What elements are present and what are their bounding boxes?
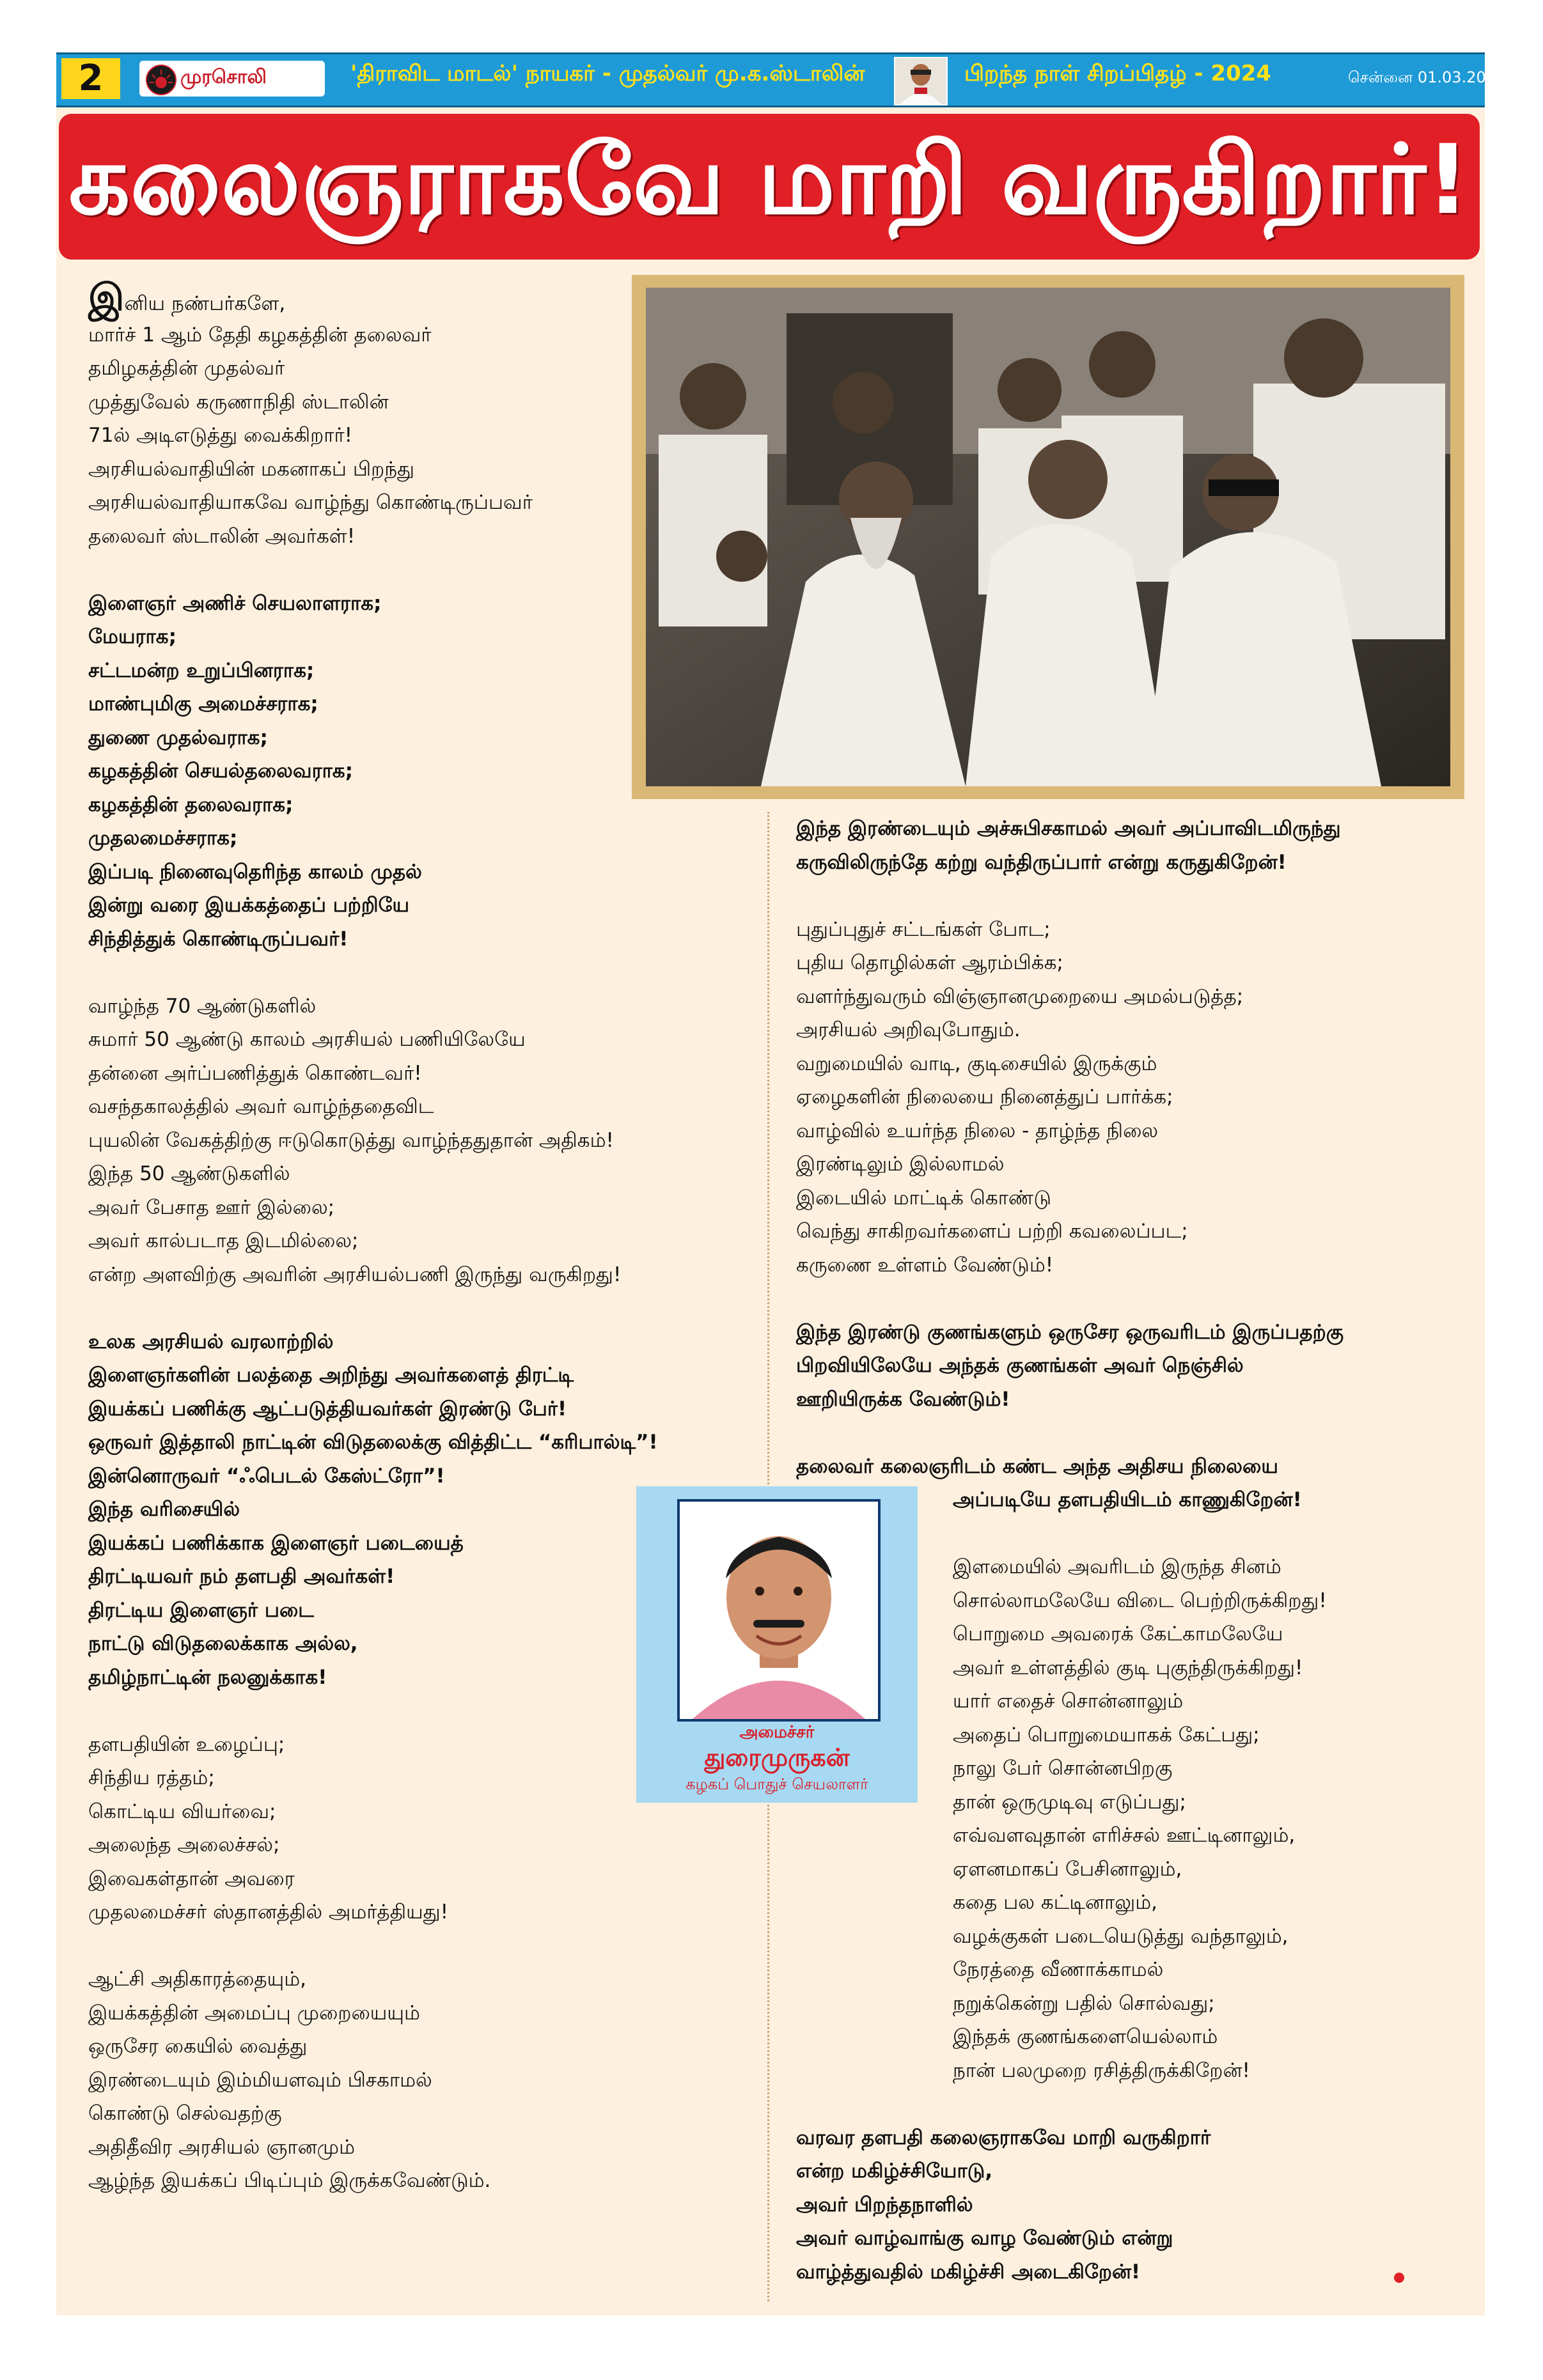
text-line: தலைவர் ஸ்டாலின் அவர்கள்! [88, 524, 356, 548]
text-line: இளைஞர்களின் பலத்தை அறிந்து அவர்களைத் திரட்டி [88, 1364, 574, 1387]
text-line: கருணை உள்ளம் வேண்டும்! [796, 1253, 1054, 1277]
text-line: நேரத்தை வீணாக்காமல் [953, 1958, 1164, 1981]
text-line: இளமையில் அவரிடம் இருந்த சினம் [953, 1555, 1281, 1578]
text-line: கொட்டிய வியர்வை; [88, 1800, 276, 1823]
text-line: ஊறியிருக்க வேண்டும்! [796, 1387, 1010, 1411]
author-box [636, 1486, 918, 1803]
author-role: அமைச்சர் [739, 1723, 815, 1742]
text-line: அவர் பிறந்தநாளில் [796, 2193, 973, 2216]
text-line: அரசியல்வாதியாகவே வாழ்ந்து கொண்டிருப்பவர் [88, 491, 533, 514]
header-title: 'திராவிட மாடல்' நாயகர் - முதல்வர் மு.க.ஸ்டாலின் [350, 61, 865, 86]
text-line: வாழ்த்துவதில் மகிழ்ச்சி அடைகிறேன்! [796, 2260, 1141, 2283]
text-line: இந்த 50 ஆண்டுகளில் [88, 1162, 290, 1185]
text-line: ஒருவர் இத்தாலி நாட்டின் விடுதலைக்கு வித்திட்ட “கரிபால்டி”! [88, 1431, 658, 1454]
text-line: மார்ச் 1 ஆம் தேதி கழகத்தின் தலைவர் [88, 323, 432, 346]
text-line: திரட்டிய இளைஞர் படை [88, 1598, 314, 1622]
text-line: அலைந்த அலைச்சல்; [88, 1833, 280, 1856]
text-line: துணை முதல்வராக; [88, 726, 268, 749]
text-line: தளபதியின் உழைப்பு; [88, 1732, 285, 1756]
text-line: இரண்டையும் இம்மியளவும் பிசகாமல் [88, 2068, 432, 2092]
text-line: இவைகள்தான் அவரை [88, 1867, 295, 1890]
text-line: இரண்டிலும் இல்லாமல் [796, 1153, 1005, 1176]
text-line: வாழ்ந்த 70 ஆண்டுகளில் [88, 994, 317, 1018]
text-line: இந்த வரிசையில் [88, 1498, 240, 1521]
text-line: சிந்தித்துக் கொண்டிருப்பவர்! [88, 927, 349, 951]
text-line: எவ்வளவுதான் எரிச்சல் ஊட்டினாலும், [953, 1824, 1296, 1847]
text-line: தமிழகத்தின் முதல்வர் [88, 357, 285, 380]
text-line: இயக்கப் பணிக்காக இளைஞர் படையைத் [88, 1531, 464, 1555]
text-line: இன்னொருவர் “ஃபெடல் கேஸ்ட்ரோ”! [88, 1464, 445, 1488]
text-line: கழகத்தின் செயல்தலைவராக; [88, 759, 354, 782]
text-line: இந்த இரண்டையும் அச்சுபிசகாமல் அவர் அப்பாவிடமிருந்து [796, 817, 1341, 840]
text-line: சொல்லாமலேயே விடை பெற்றிருக்கிறது! [953, 1589, 1327, 1612]
text-line: இப்படி நினைவுதெரிந்த காலம் முதல் [88, 860, 422, 883]
text-line: நாலு பேர் சொன்னபிறகு [953, 1757, 1173, 1780]
article-column-left [88, 276, 824, 2198]
text-line: நான் பலமுறை ரசித்திருக்கிறேன்! [953, 2058, 1250, 2082]
text-line: இந்த இரண்டு குணங்களும் ஒருசேர ஒருவரிடம் இருப்பதற்கு [796, 1320, 1344, 1344]
text-line: இயக்கப் பணிக்கு ஆட்படுத்தியவர்கள் இரண்டு பேர்! [88, 1397, 567, 1420]
text-line: என்ற அளவிற்கு அவரின் அரசியல்பணி இருந்து வருகிறது! [88, 1263, 622, 1286]
text-line: இனிய நண்பர்களே, [88, 276, 286, 319]
text-line: 71ல் அடிஎடுத்து வைக்கிறார்! [88, 424, 353, 447]
text-line: வழக்குகள் படையெடுத்து வந்தாலும், [953, 1924, 1288, 1948]
rising-sun-logo-icon [146, 65, 176, 95]
text-line: நறுக்கென்று பதில் சொல்வது; [953, 1991, 1215, 2015]
text-line: உலக அரசியல் வரலாற்றில் [88, 1330, 334, 1353]
text-line: வறுமையில் வாடி, குடிசையில் இருக்கும் [796, 1052, 1157, 1075]
text-line: ஏழைகளின் நிலையை நினைத்துப் பார்க்க; [796, 1085, 1173, 1108]
header-date: சென்னை 01.03.2024 [1348, 68, 1506, 86]
text-line: கதை பல கட்டினாலும், [953, 1891, 1158, 1914]
text-line: வாழ்வில் உயர்ந்த நிலை - தாழ்ந்த நிலை [796, 1119, 1159, 1142]
drop-cap: இ [88, 276, 125, 319]
text-line: முதலமைச்சர் ஸ்தானத்தில் அமர்த்தியது! [88, 1901, 449, 1924]
text-line: வெந்து சாகிறவர்களைப் பற்றி கவலைப்பட; [796, 1220, 1188, 1243]
text-line: அதிதீவிர அரசியல் ஞானமும் [88, 2135, 356, 2159]
text-line: முத்துவேல் கருணாநிதி ஸ்டாலின் [88, 390, 389, 414]
header-portrait-image [894, 57, 948, 105]
text-line: சிந்திய ரத்தம்; [88, 1766, 215, 1789]
text-line: திரட்டியவர் நம் தளபதி அவர்கள்! [88, 1565, 395, 1588]
text-line: யார் எதைச் சொன்னாலும் [953, 1690, 1184, 1713]
text-line: அவர் கால்படாத இடமில்லை; [88, 1229, 359, 1252]
newspaper-logo [139, 61, 325, 97]
text-line: புதுப்புதுச் சட்டங்கள் போட; [796, 917, 1051, 941]
text-line: இயக்கத்தின் அமைப்பு முறையையும் [88, 2001, 420, 2025]
text-line: இன்று வரை இயக்கத்தைப் பற்றியே [88, 894, 410, 917]
logo-text: முரசொலி [180, 66, 267, 88]
text-line: தான் ஒருமுடிவு எடுப்பது; [953, 1790, 1186, 1814]
text-line: இடையில் மாட்டிக் கொண்டு [796, 1186, 1052, 1209]
text-line: புதிய தொழில்கள் ஆரம்பிக்க; [796, 951, 1063, 974]
text-line: நாட்டு விடுதலைக்காக அல்ல, [88, 1632, 358, 1655]
text-line: அவர் வாழ்வாங்கு வாழ வேண்டும் என்று [796, 2227, 1173, 2250]
text-line: அதைப் பொறுமையாகக் கேட்பது; [953, 1723, 1260, 1746]
text-line: பொறுமை அவரைக் கேட்காமலேயே [953, 1622, 1283, 1645]
headline-banner [59, 114, 1480, 260]
page-number: 2 [61, 58, 120, 99]
page-header [56, 52, 1506, 107]
text-line: முதலமைச்சராக; [88, 827, 238, 850]
text-line: அவர் உள்ளத்தில் குடி புகுந்திருக்கிறது! [953, 1656, 1303, 1679]
author-name: துரைமுருகன் [704, 1743, 850, 1771]
text-line: அரசியல்வாதியின் மகனாகப் பிறந்து [88, 457, 414, 481]
text-line: மாண்புமிகு அமைச்சராக; [88, 692, 318, 715]
text-line: ஆட்சி அதிகாரத்தையும், [88, 1968, 306, 1991]
text-line: கருவிலிருந்தே கற்று வந்திருப்பார் என்று கருதுகிறேன்! [796, 850, 1287, 874]
text-line: அப்படியே தளபதியிடம் காணுகிறேன்! [953, 1488, 1302, 1511]
text-line: வரவர தளபதி கலைஞராகவே மாறி வருகிறார் [796, 2126, 1211, 2149]
text-line: கொண்டு செல்வதற்கு [88, 2102, 282, 2125]
headline: கலைஞராகவே மாறி வருகிறார்! [68, 125, 1470, 236]
text-line: அவர் பேசாத ஊர் இல்லை; [88, 1195, 335, 1219]
text-line: வசந்தகாலத்தில் அவர் வாழ்ந்ததைவிட [88, 1095, 434, 1118]
text-line: ஒருசேர கையில் வைத்து [88, 2035, 308, 2058]
text-line: கழகத்தின் தலைவராக; [88, 793, 294, 816]
text-line: தன்னை அர்ப்பணித்துக் கொண்டவர்! [88, 1061, 422, 1085]
text-line: வளர்ந்துவரும் விஞ்ஞானமுறையை அமல்படுத்த; [796, 984, 1244, 1008]
author-portrait-image [677, 1499, 881, 1722]
text-line: ஆழ்ந்த இயக்கப் பிடிப்பும் இருக்கவேண்டும். [88, 2169, 491, 2192]
text-line: இளைஞர் அணிச் செயலாளராக; [88, 591, 382, 615]
text-line: சட்டமன்ற உறுப்பினராக; [88, 658, 315, 682]
author-title: கழகப் பொதுச் செயலாளர் [685, 1775, 868, 1793]
text-line: மேயராக; [88, 625, 176, 648]
end-mark-dot [1394, 2273, 1404, 2283]
text-line: பிறவியிலேயே அந்தக் குணங்கள் அவர் நெஞ்சில் [796, 1354, 1244, 1377]
text-line: அரசியல் அறிவுபோதும். [796, 1018, 1021, 1041]
header-subtitle: பிறந்த நாள் சிறப்பிதழ் - 2024 [964, 61, 1272, 86]
text-line: ஏளனமாகப் பேசினாலும், [953, 1857, 1182, 1881]
text-line: சுமார் 50 ஆண்டு காலம் அரசியல் பணியிலேயே [88, 1028, 526, 1051]
text-line: தலைவர் கலைஞரிடம் கண்ட அந்த அதிசய நிலையை [796, 1454, 1278, 1478]
text-line: தமிழ்நாட்டின் நலனுக்காக! [88, 1665, 327, 1689]
text-line: புயலின் வேகத்திற்கு ஈடுகொடுத்து வாழ்ந்ததுதான் அதிகம்! [88, 1128, 614, 1152]
text-line: என்ற மகிழ்ச்சியோடு, [796, 2159, 993, 2182]
text-line: இந்தக் குணங்களையெல்லாம் [953, 2025, 1218, 2048]
